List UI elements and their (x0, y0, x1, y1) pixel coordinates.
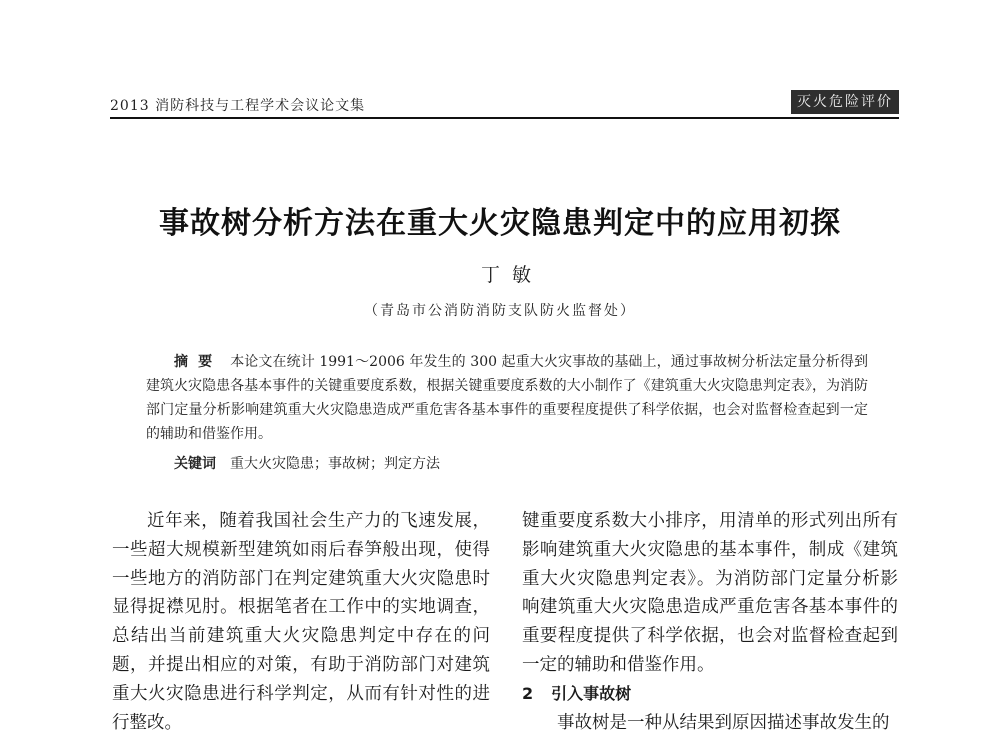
header-divider (110, 117, 899, 119)
keywords (174, 453, 440, 473)
author-affiliation: （青岛市公消防消防支队防火监督处） (364, 303, 636, 319)
section-tag: 灭火危险评价 (791, 90, 899, 114)
keywords-text: 重大火灾隐患；事故树；判定方法 (230, 456, 440, 472)
body-column-right (522, 507, 898, 737)
abstract-label: 摘要 (174, 354, 223, 370)
section-title: 引入事故树 (551, 683, 632, 703)
section-number: 2 (522, 683, 534, 703)
abstract-text: 本论文在统计 1991～2006 年发生的 300 起重大火灾事故的基础上，通过事故树分析法定量分析得到建筑火灾隐患各基本事件的关键重要度系数，根据关键重要度系数的大小制作了《建筑重大火灾隐患判定表》，为消防部门定量分析影响建筑重大火灾隐患造成严重危害各基本事件的重要程度提供了科学依据，也会对监督检查起到一定的辅助和借鉴作用。 (146, 354, 869, 442)
running-header: 2013 消防科技与工程学术会议论文集 (110, 98, 366, 114)
section-heading (522, 680, 898, 709)
author-name: 丁敏 (480, 264, 543, 286)
keywords-label: 关键词 (174, 456, 216, 472)
intro-paragraph: 近年来，随着我国社会生产力的飞速发展，一些超大规模新型建筑如雨后春笋般出现，使得一些地方的消防部门在判定建筑重大火灾隐患时显得捉襟见肘。根据笔者在工作中的实地调查，总结出当前建筑重大火灾隐患判定中存在的问题，并提出相应的对策，有助于消防部门对建筑重大火灾隐患进行科学判定，从而有针对性的进行整改。 (112, 511, 490, 733)
paper-title: 事故树分析方法在重大火灾隐患判定中的应用初探 (159, 206, 841, 241)
section-paragraph: 事故树是一种从结果到原因描述事故发生的 (557, 712, 890, 733)
body-column-left (112, 507, 490, 737)
abstract (146, 350, 868, 446)
continued-paragraph: 键重要度系数大小排序，用清单的形式列出所有影响建筑重大火灾隐患的基本事件，制成《建筑重大火灾隐患判定表》。为消防部门定量分析影响建筑重大火灾隐患造成严重危害各基本事件的重要程度提供了科学依据，也会对监督检查起到一定的辅助和借鉴作用。 (522, 511, 898, 675)
